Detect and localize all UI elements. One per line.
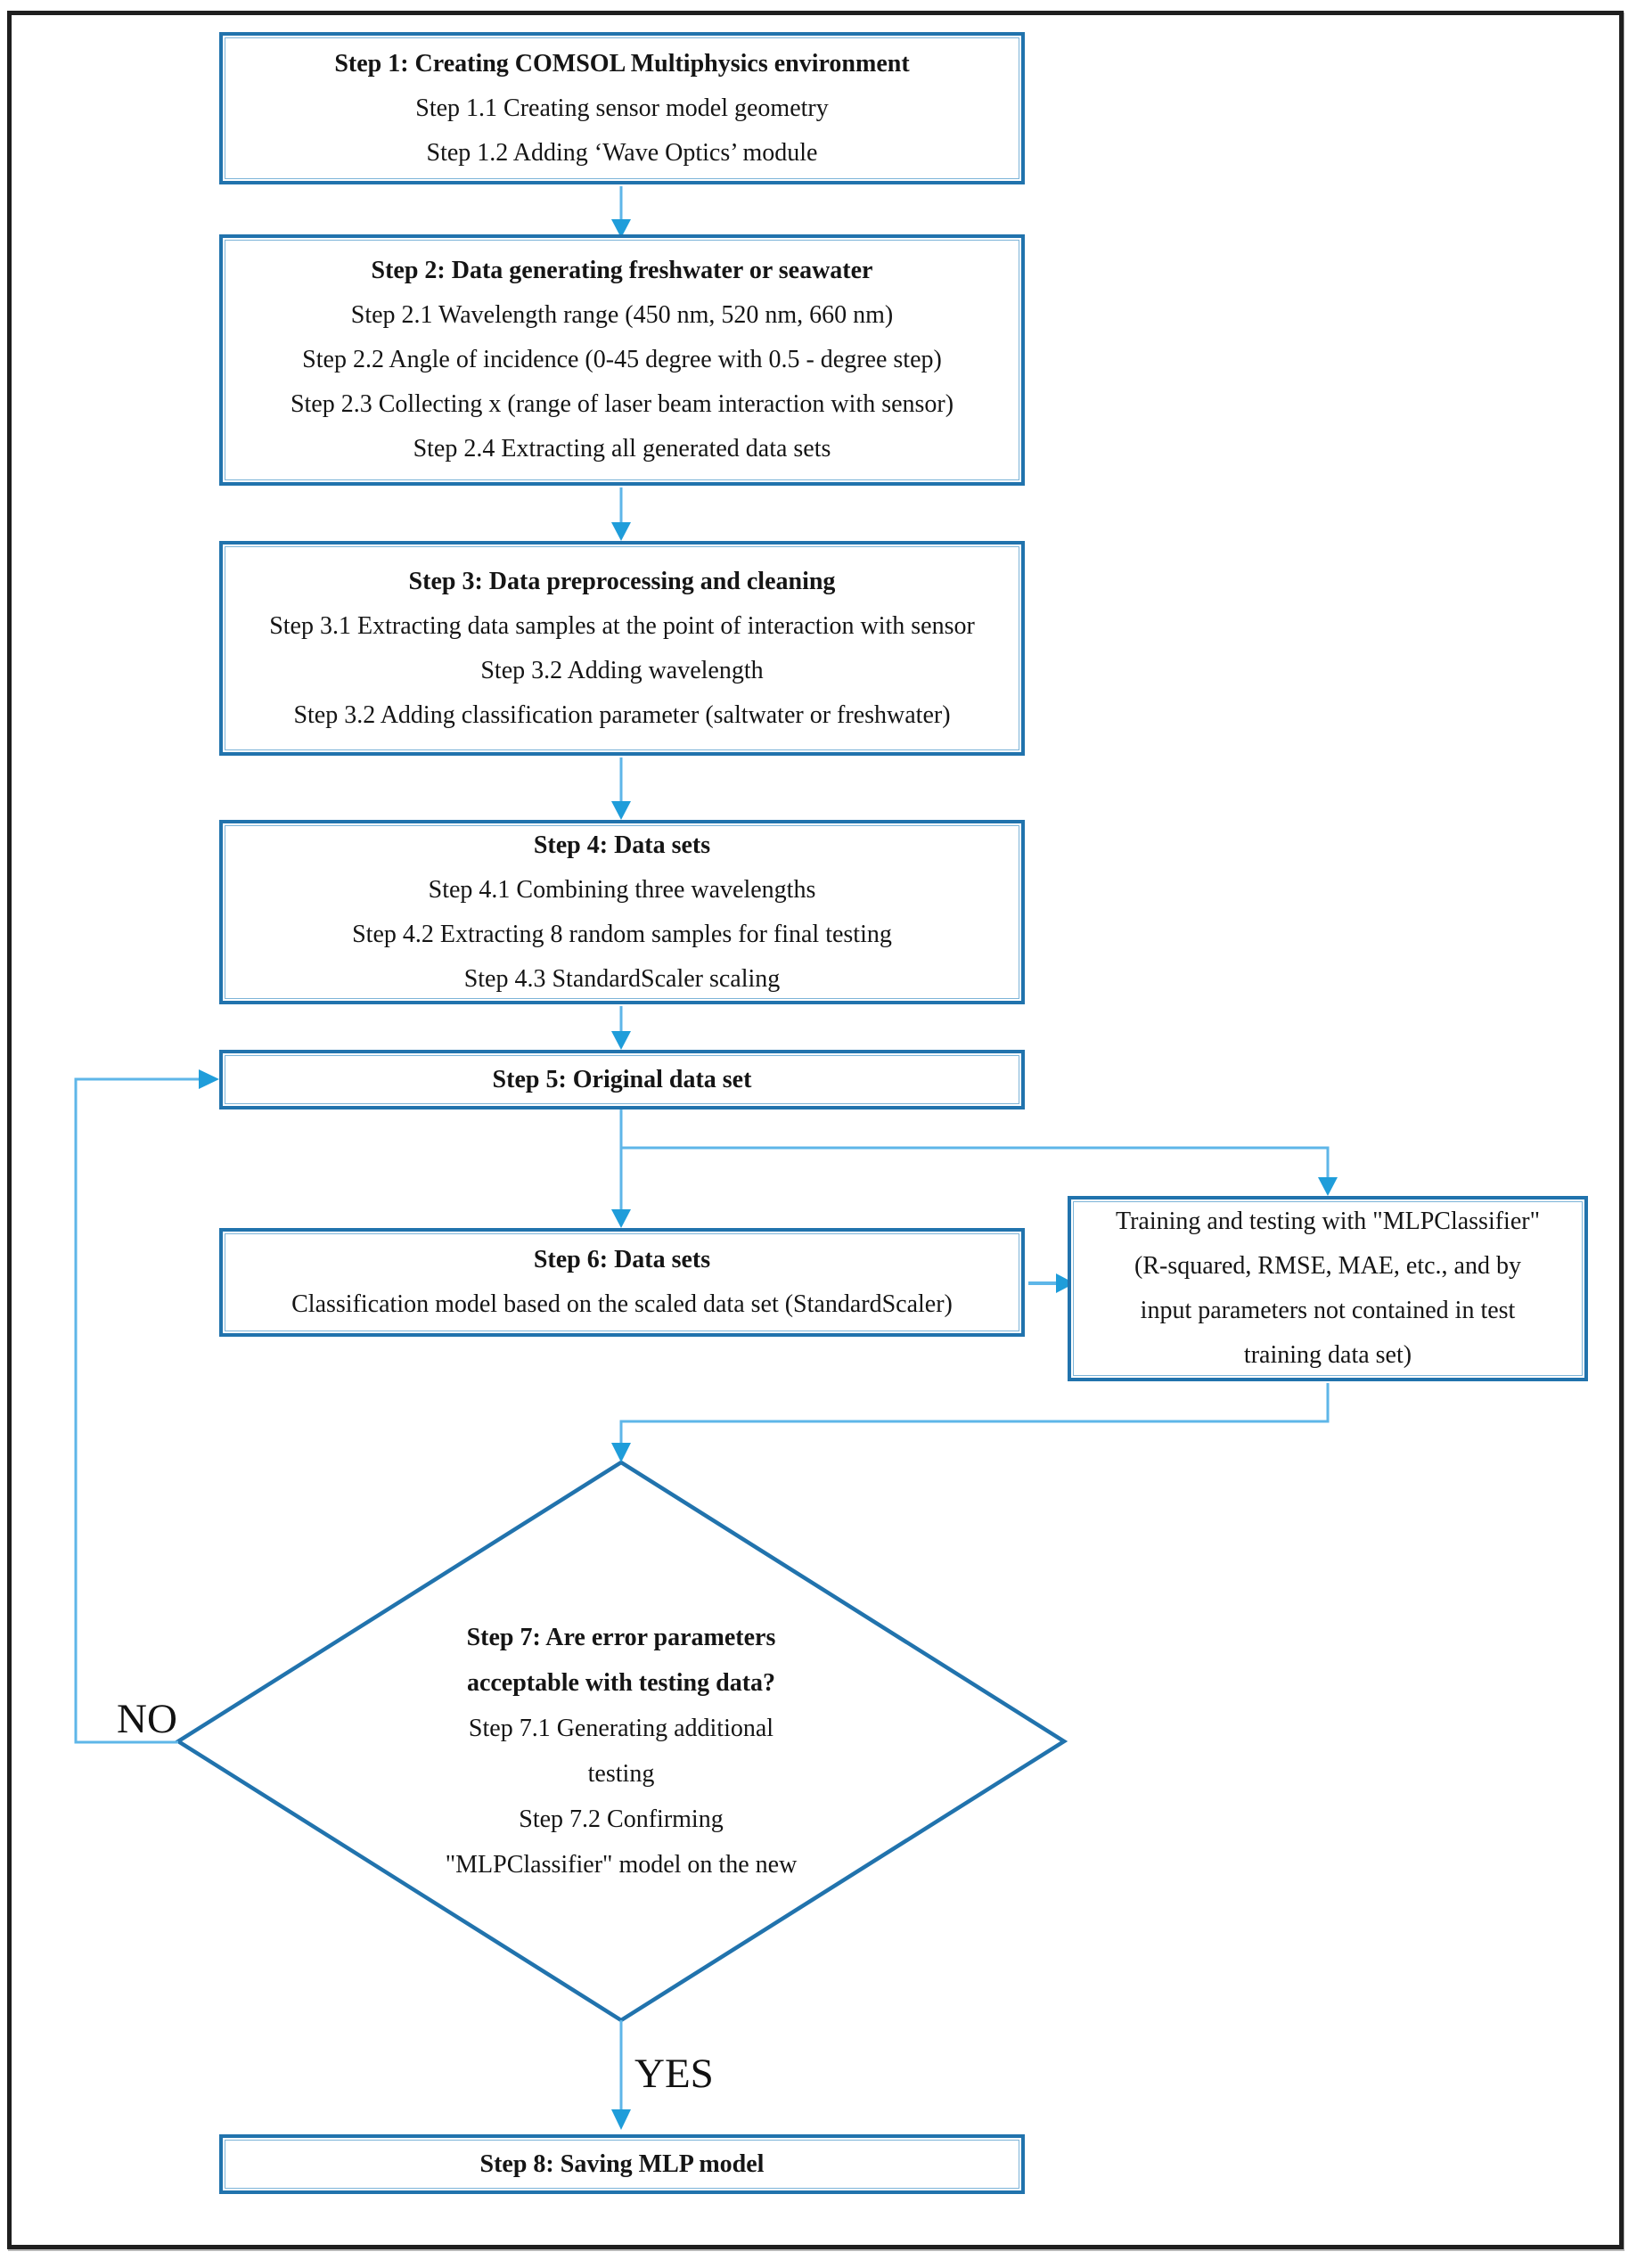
step4-item-2: Step 4.2 Extracting 8 random samples for final testing [352,920,892,948]
step3-item-2: Step 3.2 Adding wavelength [480,656,764,684]
step6-title: Step 6: Data sets [533,1246,711,1273]
arrowhead-step5 [611,1031,631,1050]
step8-box [219,2134,1025,2194]
step2-box [219,234,1025,486]
branch-to-training-stem [621,1148,1328,1178]
step5-title: Step 5: Original data set [492,1065,752,1093]
step7-title-2: acceptable with testing data? [466,1669,776,1697]
step6-item-1: Classification model based on the scaled data set (StandardScaler) [291,1290,953,1318]
yes-branch-label: YES [634,2051,714,2097]
no-branch-label: NO [117,1696,177,1742]
step3-box [219,541,1025,756]
arrowhead-step6 [611,1209,631,1228]
arrowhead-training-top [1318,1177,1338,1196]
step7-title-1: Step 7: Are error parameters [466,1624,776,1651]
arrowhead-diamond-top [611,1443,631,1462]
training-box [1068,1196,1588,1381]
step7-item-2: testing [587,1760,655,1788]
step7-item-1: Step 7.1 Generating additional [468,1715,774,1742]
step1-item-1: Step 1.1 Creating sensor model geometry [415,94,829,122]
step6-box [219,1228,1025,1337]
return-from-training-stem [621,1383,1328,1444]
step7-decision-text [354,1615,888,1887]
step7-item-3: Step 7.2 Confirming [519,1805,724,1833]
step2-item-4: Step 2.4 Extracting all generated data sets [413,435,831,463]
step4-item-3: Step 4.3 StandardScaler scaling [463,964,781,993]
step4-title: Step 4: Data sets [533,831,711,859]
step1-title: Step 1: Creating COMSOL Multiphysics environment [334,49,910,78]
training-line-3: input parameters not contained in test [1140,1297,1516,1324]
step3-item-3: Step 3.2 Adding classification parameter (saltwater or freshwater) [293,700,951,729]
step8-title: Step 8: Saving MLP model [479,2149,765,2178]
arrowhead-yes-into-step8 [611,2109,631,2130]
step5-box [219,1050,1025,1109]
step3-item-1: Step 3.1 Extracting data samples at the point of interaction with sensor [269,611,975,640]
step4-item-1: Step 4.1 Combining three wavelengths [428,875,816,904]
step2-item-2: Step 2.2 Angle of incidence (0-45 degree with 0.5 - degree step) [302,346,942,373]
step7-item-4: "MLPClassifier" model on the new [445,1851,798,1879]
training-line-1: Training and testing with "MLPClassifier" [1115,1208,1541,1235]
no-loop-stem [76,1079,200,1742]
arrowhead-step3 [611,522,631,541]
training-line-2: (R-squared, RMSE, MAE, etc., and by [1134,1252,1521,1280]
step1-item-2: Step 1.2 Adding ‘Wave Optics’ module [426,138,818,167]
step2-title: Step 2: Data generating freshwater or seawater [371,257,873,284]
step3-title: Step 3: Data preprocessing and cleaning [408,567,836,595]
training-line-4: training data set) [1243,1341,1412,1369]
step4-box [219,820,1025,1004]
arrowhead-no-into-step5 [199,1069,219,1089]
arrowhead-step4 [611,801,631,820]
step1-box [219,32,1025,184]
step2-item-1: Step 2.1 Wavelength range (450 nm, 520 nm, 660 nm) [350,301,894,329]
step2-item-3: Step 2.3 Collecting x (range of laser beam interaction with sensor) [290,390,954,418]
